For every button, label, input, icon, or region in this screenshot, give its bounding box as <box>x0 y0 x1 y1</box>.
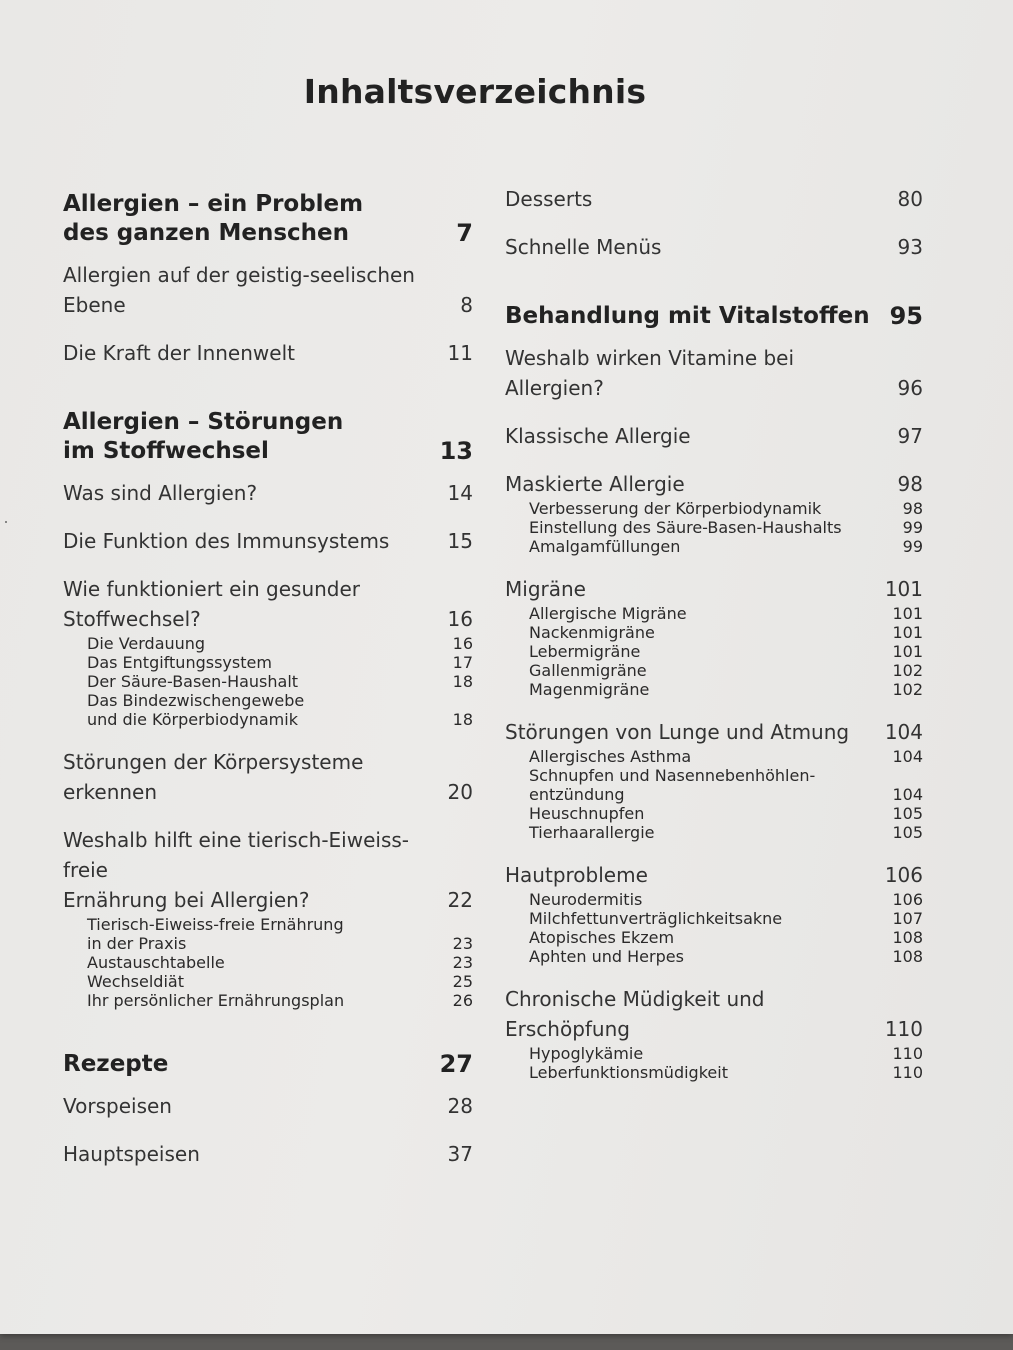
toc-entry <box>63 338 473 368</box>
spacer <box>63 556 473 574</box>
toc-entry-line: Weshalb wirken Vitamine bei <box>505 346 795 370</box>
toc-entry-line: Der Säure-Basen-Haushalt <box>87 672 299 691</box>
toc-page-number: 98 <box>897 472 923 496</box>
toc-entry <box>505 184 923 214</box>
spacer <box>63 729 473 747</box>
toc-entry-title <box>505 184 898 214</box>
toc-subentry <box>63 953 473 972</box>
spacer <box>63 320 473 338</box>
toc-page-number: 28 <box>447 1094 473 1118</box>
toc-page-number: 99 <box>902 518 923 537</box>
toc-entry <box>63 260 473 320</box>
page-title: Inhaltsverzeichnis <box>303 72 647 111</box>
toc-page-number: 7 <box>456 219 473 247</box>
toc-entry-line: Allergisches Asthma <box>529 747 692 766</box>
toc-entry-line: Störungen von Lunge und Atmung <box>505 720 850 744</box>
toc-page-number: 104 <box>884 720 923 744</box>
toc-entry-title <box>505 302 890 331</box>
toc-entry-title <box>505 823 892 842</box>
toc-entry-title <box>505 661 892 680</box>
toc-subentry <box>63 653 473 672</box>
toc-page-number: 105 <box>892 804 923 823</box>
toc-page-number: 23 <box>452 953 473 972</box>
toc-entry <box>63 825 473 915</box>
toc-entry <box>63 1139 473 1169</box>
toc-subentry <box>505 890 923 909</box>
toc-entry-title <box>505 623 892 642</box>
spacer <box>63 1079 473 1091</box>
toc-entry-title <box>505 804 892 823</box>
toc-column-right <box>505 184 923 1082</box>
toc-entry-line: Atopisches Ekzem <box>529 928 675 947</box>
toc-entry-title <box>63 1050 440 1079</box>
toc-subentry <box>63 991 473 1010</box>
toc-entry-line: Desserts <box>505 187 593 211</box>
toc-entry-line: Einstellung des Säure-Basen-Haushalts <box>529 518 842 537</box>
spacer <box>63 508 473 526</box>
toc-entry-title <box>63 953 453 972</box>
toc-entry-title <box>505 1063 892 1082</box>
toc-entry-line: Schnelle Menüs <box>505 235 662 259</box>
toc-entry <box>505 343 923 403</box>
toc-entry-title <box>63 338 448 368</box>
toc-entry <box>505 232 923 262</box>
toc-subentry <box>505 1063 923 1082</box>
toc-page-number: 102 <box>892 661 923 680</box>
toc-entry-line: Klassische Allergie <box>505 424 691 448</box>
toc-page-number: 25 <box>452 972 473 991</box>
toc-entry-line: in der Praxis <box>87 934 187 953</box>
toc-page-number: 20 <box>447 780 473 804</box>
spacer <box>63 1121 473 1139</box>
toc-subentry <box>505 499 923 518</box>
toc-entry-title <box>63 190 456 248</box>
toc-entry <box>63 574 473 634</box>
toc-entry-line: Störungen der Körpersysteme <box>63 750 364 774</box>
toc-entry-line: Hautprobleme <box>505 863 648 887</box>
toc-page-number: 23 <box>452 934 473 953</box>
toc-entry-title <box>505 890 892 909</box>
toc-entry-title <box>505 1044 892 1063</box>
toc-entry-line: Migräne <box>505 577 586 601</box>
toc-entry-title <box>63 825 448 915</box>
toc-entry <box>505 421 923 451</box>
toc-entry-line: Allergische Migräne <box>529 604 687 623</box>
toc-entry-title <box>505 680 892 699</box>
toc-entry <box>63 526 473 556</box>
toc-entry-title <box>63 691 453 729</box>
toc-entry-line: Weshalb hilft eine tierisch-Eiweiss-freie <box>63 828 410 882</box>
toc-entry-line: Tierisch-Eiweiss-freie Ernährung <box>87 915 344 934</box>
toc-page-number: 101 <box>892 604 923 623</box>
toc-page-number: 15 <box>447 529 473 553</box>
toc-subentry <box>63 634 473 653</box>
toc-subentry <box>505 1044 923 1063</box>
toc-entry-title <box>63 260 460 320</box>
toc-entry-line: Die Kraft der Innenwelt <box>63 341 295 365</box>
toc-column-left <box>63 190 473 1169</box>
toc-subentry <box>505 537 923 556</box>
toc-page-number: 104 <box>892 747 923 766</box>
spacer <box>505 699 923 717</box>
toc-entry-line: im Stoffwechsel <box>63 438 269 464</box>
toc-entry-line: Hauptspeisen <box>63 1142 200 1166</box>
toc-page-number: 107 <box>892 909 923 928</box>
toc-subentry <box>505 947 923 966</box>
toc-entry <box>63 478 473 508</box>
toc-subentry <box>63 972 473 991</box>
spacer <box>63 1010 473 1050</box>
toc-entry-line: Lebermigräne <box>529 642 641 661</box>
toc-page-number: 93 <box>897 235 923 259</box>
toc-page-number: 106 <box>884 863 923 887</box>
spacer <box>63 368 473 408</box>
toc-subentry <box>63 691 473 729</box>
spacer <box>505 451 923 469</box>
toc-entry-line: Das Bindezwischengewebe <box>87 691 305 710</box>
toc-entry-title <box>63 972 453 991</box>
spacer <box>505 331 923 343</box>
toc-subentry <box>505 766 923 804</box>
toc-page-number: 108 <box>892 947 923 966</box>
toc-entry-title <box>63 408 440 466</box>
toc-entry-title <box>505 469 898 499</box>
toc-entry-title <box>505 860 885 890</box>
toc-page-number: 26 <box>452 991 473 1010</box>
toc-section <box>63 1050 473 1079</box>
toc-entry-line: Das Entgiftungssystem <box>87 653 272 672</box>
toc-page-number: 101 <box>884 577 923 601</box>
toc-entry-line: Maskierte Allergie <box>505 472 685 496</box>
toc-entry-line: Ernährung bei Allergien? <box>63 888 310 912</box>
toc-subentry <box>505 747 923 766</box>
toc-entry-title <box>505 928 892 947</box>
toc-page-number: 95 <box>889 302 923 330</box>
toc-entry-line: Gallenmigräne <box>529 661 647 680</box>
toc-page-number: 8 <box>460 293 473 317</box>
toc-page-number: 108 <box>892 928 923 947</box>
toc-page-number: 102 <box>892 680 923 699</box>
toc-subentry <box>505 804 923 823</box>
toc-entry-title <box>63 915 453 953</box>
toc-entry-title <box>505 499 903 518</box>
toc-page-number: 110 <box>892 1044 923 1063</box>
toc-entry-title <box>505 421 898 451</box>
toc-entry-title <box>63 653 453 672</box>
toc-page-number: 11 <box>447 341 473 365</box>
toc-page-number: 101 <box>892 642 923 661</box>
toc-entry <box>505 860 923 890</box>
toc-entry-line: Ebene <box>63 293 126 317</box>
toc-entry-line: Die Funktion des Immunsystems <box>63 529 390 553</box>
page-speck <box>5 521 7 523</box>
toc-subentry <box>63 672 473 691</box>
toc-page-number: 110 <box>884 1017 923 1041</box>
toc-entry <box>505 469 923 499</box>
toc-entry-title <box>505 642 892 661</box>
toc-entry-title <box>505 574 885 604</box>
toc-entry <box>505 574 923 604</box>
toc-page-number: 110 <box>892 1063 923 1082</box>
toc-entry-line: und die Körperbiodynamik <box>87 710 298 729</box>
spacer <box>505 966 923 984</box>
toc-page-number: 96 <box>897 376 923 400</box>
toc-section <box>505 302 923 331</box>
toc-entry-line: Behandlung mit Vitalstoffen <box>505 303 870 329</box>
toc-page-number: 80 <box>897 187 923 211</box>
spacer <box>63 248 473 260</box>
spacer <box>505 403 923 421</box>
toc-entry <box>505 984 923 1044</box>
toc-entry-title <box>63 634 453 653</box>
toc-entry-line: Neurodermitis <box>529 890 643 909</box>
toc-entry-title <box>505 717 885 747</box>
toc-entry-line: entzündung <box>529 785 625 804</box>
toc-subentry <box>505 604 923 623</box>
toc-page-number: 17 <box>452 653 473 672</box>
toc-entry-line: Wechseldiät <box>87 972 184 991</box>
toc-entry-title <box>63 747 448 807</box>
toc-entry-title <box>63 1091 448 1121</box>
toc-subentry <box>63 915 473 953</box>
toc-entry-line: Allergien auf der geistig-seelischen <box>63 263 415 287</box>
spacer <box>63 807 473 825</box>
toc-subentry <box>505 623 923 642</box>
toc-page-number: 18 <box>452 710 473 729</box>
spacer <box>505 842 923 860</box>
spacer <box>63 466 473 478</box>
toc-entry-title <box>63 478 448 508</box>
toc-page-number: 101 <box>892 623 923 642</box>
toc-subentry <box>505 823 923 842</box>
toc-entry-line: Aphten und Herpes <box>529 947 684 966</box>
toc-entry-line: Was sind Allergien? <box>63 481 258 505</box>
toc-entry-title <box>63 574 448 634</box>
toc-entry-title <box>505 343 898 403</box>
toc-entry-line: Tierhaarallergie <box>529 823 655 842</box>
toc-page-number: 99 <box>902 537 923 556</box>
toc-entry-title <box>63 526 448 556</box>
toc-entry-line: Austauschtabelle <box>87 953 225 972</box>
toc-subentry <box>505 642 923 661</box>
toc-entry <box>505 717 923 747</box>
toc-entry-line: Milchfettunverträglichkeitsakne <box>529 909 783 928</box>
toc-entry-title <box>505 747 892 766</box>
toc-entry-title <box>63 1139 448 1169</box>
toc-entry <box>63 747 473 807</box>
toc-entry-line: Hypoglykämie <box>529 1044 644 1063</box>
spacer <box>505 262 923 302</box>
toc-entry-title <box>505 604 892 623</box>
toc-entry-line: Allergien – Störungen <box>63 409 344 435</box>
toc-entry-line: Magenmigräne <box>529 680 650 699</box>
toc-page-number: 104 <box>892 785 923 804</box>
toc-entry-line: Ihr persönlicher Ernährungsplan <box>87 991 345 1010</box>
toc-entry-title <box>505 909 892 928</box>
toc-entry-line: Amalgamfüllungen <box>529 537 681 556</box>
toc-page-number: 13 <box>439 437 473 465</box>
toc-page-number: 98 <box>902 499 923 518</box>
toc-subentry <box>505 518 923 537</box>
toc-page-number: 27 <box>439 1050 473 1078</box>
toc-entry <box>63 1091 473 1121</box>
toc-page-number: 18 <box>452 672 473 691</box>
toc-entry-line: Leberfunktionsmüdigkeit <box>529 1063 728 1082</box>
toc-page-number: 14 <box>447 481 473 505</box>
toc-entry-title <box>505 766 892 804</box>
toc-entry-line: Allergien? <box>505 376 604 400</box>
toc-section <box>63 190 473 248</box>
toc-entry-title <box>505 518 903 537</box>
toc-entry-title <box>505 947 892 966</box>
toc-subentry <box>505 680 923 699</box>
toc-entry-line: Wie funktioniert ein gesunder <box>63 577 361 601</box>
toc-page-number: 106 <box>892 890 923 909</box>
toc-subentry <box>505 661 923 680</box>
spacer <box>505 556 923 574</box>
toc-subentry <box>505 928 923 947</box>
toc-entry-line: Nackenmigräne <box>529 623 655 642</box>
toc-entry-line: Allergien – ein Problem <box>63 191 364 217</box>
toc-entry-line: Verbesserung der Körperbiodynamik <box>529 499 822 518</box>
toc-page-number: 37 <box>447 1142 473 1166</box>
toc-page-number: 16 <box>452 634 473 653</box>
toc-entry-title <box>63 991 453 1010</box>
toc-subentry <box>505 909 923 928</box>
toc-entry-line: Chronische Müdigkeit und Erschöpfung <box>505 987 765 1041</box>
toc-page-number: 16 <box>447 607 473 631</box>
toc-entry-line: erkennen <box>63 780 158 804</box>
toc-entry-line: Heuschnupfen <box>529 804 645 823</box>
toc-entry-line: Stoffwechsel? <box>63 607 201 631</box>
toc-entry-line: des ganzen Menschen <box>63 220 350 246</box>
toc-page-number: 105 <box>892 823 923 842</box>
toc-entry-title <box>505 537 903 556</box>
spacer <box>505 214 923 232</box>
toc-entry-title <box>505 984 885 1044</box>
toc-entry-title <box>63 672 453 691</box>
toc-entry-line: Schnupfen und Nasennebenhöhlen- <box>529 766 816 785</box>
toc-page-number: 97 <box>897 424 923 448</box>
toc-entry-line: Vorspeisen <box>63 1094 172 1118</box>
toc-entry-line: Die Verdauung <box>87 634 206 653</box>
toc-entry-line: Rezepte <box>63 1051 169 1077</box>
toc-entry-title <box>505 232 898 262</box>
toc-page-number: 22 <box>447 888 473 912</box>
toc-section <box>63 408 473 466</box>
